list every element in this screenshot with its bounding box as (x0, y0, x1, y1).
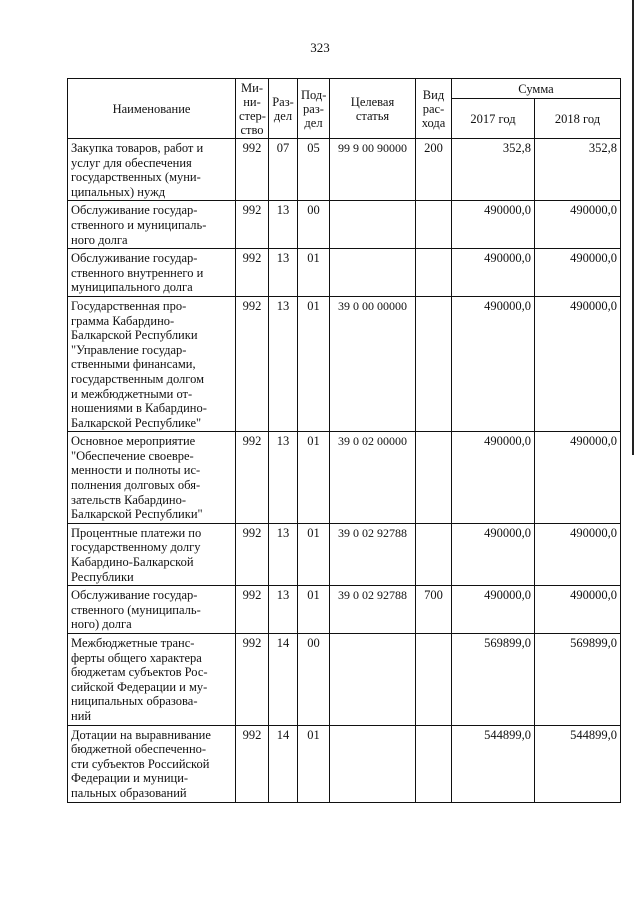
row-expense-type: 200 (416, 139, 452, 201)
row-ministry: 992 (236, 725, 269, 802)
row-section: 13 (269, 201, 298, 249)
row-subsection: 05 (298, 139, 330, 201)
header-ministry: Ми- ни- стер- ство (236, 79, 269, 139)
row-sum-2017: 544899,0 (452, 725, 535, 802)
row-sum-2018: 490000,0 (535, 249, 621, 297)
row-subsection: 00 (298, 201, 330, 249)
row-target-article (330, 201, 416, 249)
row-target-article: 39 0 02 92788 (330, 586, 416, 634)
row-subsection: 01 (298, 432, 330, 524)
header-subsection: Под- раз- дел (298, 79, 330, 139)
row-subsection: 01 (298, 586, 330, 634)
row-target-article: 99 9 00 90000 (330, 139, 416, 201)
row-name: Межбюджетные транс- ферты общего характера бюджетам субъектов Рос- сийской Федерации и му- ниципальных образова- ний (68, 634, 236, 726)
table-row (68, 634, 621, 726)
scan-edge-line (632, 0, 634, 455)
row-sum-2018: 490000,0 (535, 586, 621, 634)
row-sum-2017: 490000,0 (452, 201, 535, 249)
row-sum-2017: 490000,0 (452, 523, 535, 585)
row-sum-2018: 490000,0 (535, 201, 621, 249)
table-row (68, 523, 621, 585)
row-expense-type (416, 634, 452, 726)
row-subsection: 01 (298, 249, 330, 297)
table-row (68, 586, 621, 634)
row-sum-2018: 490000,0 (535, 296, 621, 431)
row-name: Процентные платежи по государственному долгу Кабардино-Балкарской Республики (68, 523, 236, 585)
row-target-article: 39 0 00 00000 (330, 296, 416, 431)
row-name: Закупка товаров, работ и услуг для обеспечения государственных (муни- ципальных) нужд (68, 139, 236, 201)
row-section: 13 (269, 586, 298, 634)
row-expense-type (416, 523, 452, 585)
row-sum-2018: 490000,0 (535, 523, 621, 585)
row-expense-type: 700 (416, 586, 452, 634)
table-row (68, 139, 621, 201)
row-ministry: 992 (236, 634, 269, 726)
table-row (68, 432, 621, 524)
row-sum-2017: 352,8 (452, 139, 535, 201)
row-sum-2017: 490000,0 (452, 249, 535, 297)
row-target-article: 39 0 02 92788 (330, 523, 416, 585)
row-sum-2017: 569899,0 (452, 634, 535, 726)
header-type: Вид рас- хода (416, 79, 452, 139)
row-target-article (330, 634, 416, 726)
row-ministry: 992 (236, 139, 269, 201)
row-target-article (330, 725, 416, 802)
header-year-2018: 2018 год (535, 99, 621, 139)
row-section: 07 (269, 139, 298, 201)
row-sum-2017: 490000,0 (452, 586, 535, 634)
row-expense-type (416, 296, 452, 431)
row-expense-type (416, 725, 452, 802)
row-name: Обслуживание государ- ственного внутреннего и муниципального долга (68, 249, 236, 297)
row-subsection: 01 (298, 523, 330, 585)
header-name: Наименование (68, 79, 236, 139)
row-name: Обслуживание государ- ственного (муниципаль- ного) долга (68, 586, 236, 634)
row-ministry: 992 (236, 201, 269, 249)
page-number: 323 (310, 40, 330, 55)
row-section: 13 (269, 523, 298, 585)
table-row (68, 249, 621, 297)
row-ministry: 992 (236, 586, 269, 634)
row-ministry: 992 (236, 523, 269, 585)
row-sum-2018: 490000,0 (535, 432, 621, 524)
row-section: 13 (269, 432, 298, 524)
row-section: 14 (269, 725, 298, 802)
row-expense-type (416, 201, 452, 249)
row-section: 13 (269, 296, 298, 431)
row-subsection: 01 (298, 296, 330, 431)
header-year-2017: 2017 год (452, 99, 535, 139)
row-ministry: 992 (236, 249, 269, 297)
row-name: Государственная про- грамма Кабардино- Балкарской Республики "Управление государ- ственными финансами, государственным долгом и межбюджетными от- ношениями в Кабардино- Балкарской Республике" (68, 296, 236, 431)
row-sum-2017: 490000,0 (452, 432, 535, 524)
row-sum-2018: 569899,0 (535, 634, 621, 726)
row-sum-2018: 352,8 (535, 139, 621, 201)
row-section: 13 (269, 249, 298, 297)
row-sum-2017: 490000,0 (452, 296, 535, 431)
table-body (68, 139, 621, 803)
row-subsection: 01 (298, 725, 330, 802)
row-name: Дотации на выравнивание бюджетной обеспеченно- сти субъектов Российской Федерации и муници- пальных образований (68, 725, 236, 802)
row-name: Основное мероприятие "Обеспечение своевре- менности и полноты ис- полнения долговых обя- зательств Кабардино- Балкарской Республики" (68, 432, 236, 524)
header-target: Целевая статья (330, 79, 416, 139)
row-ministry: 992 (236, 432, 269, 524)
row-expense-type (416, 432, 452, 524)
table-row (68, 725, 621, 802)
table-row (68, 201, 621, 249)
budget-table (67, 78, 621, 803)
header-section: Раз- дел (269, 79, 298, 139)
row-section: 14 (269, 634, 298, 726)
row-subsection: 00 (298, 634, 330, 726)
table-row (68, 296, 621, 431)
row-sum-2018: 544899,0 (535, 725, 621, 802)
row-target-article (330, 249, 416, 297)
row-name: Обслуживание государ- ственного и муниципаль- ного долга (68, 201, 236, 249)
row-expense-type (416, 249, 452, 297)
header-sum: Сумма (452, 79, 621, 99)
row-ministry: 992 (236, 296, 269, 431)
row-target-article: 39 0 02 00000 (330, 432, 416, 524)
